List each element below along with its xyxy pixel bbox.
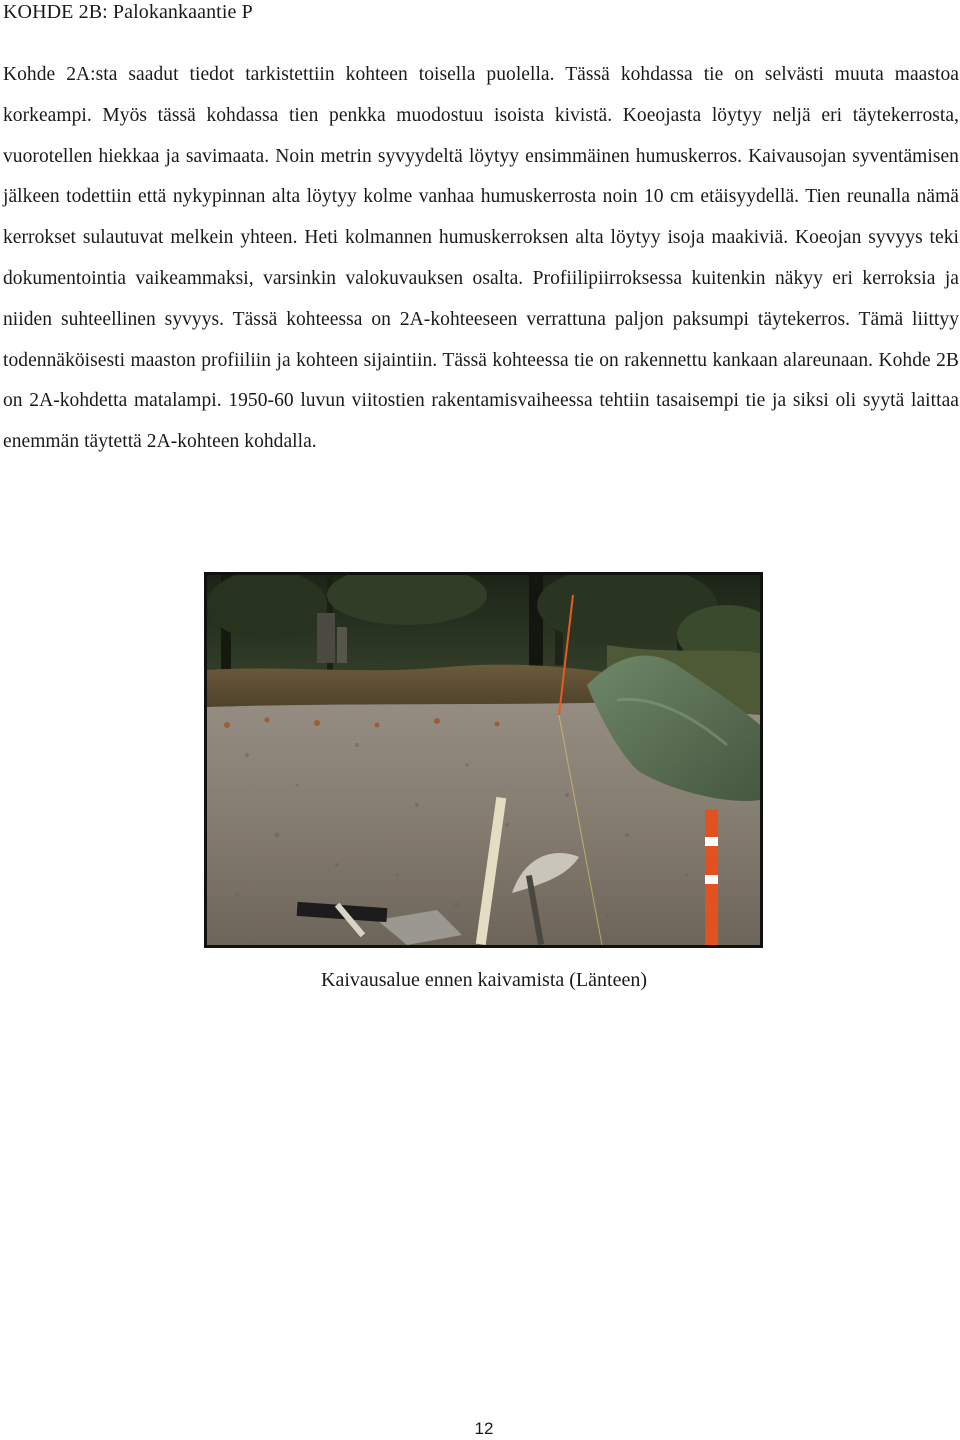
orange-marker-post	[705, 810, 718, 945]
site-photo-image	[207, 575, 760, 945]
page-number: 12	[474, 1419, 494, 1438]
figure-caption: Kaivausalue ennen kaivamista (Länteen)	[321, 969, 647, 991]
section-heading: KOHDE 2B: Palokankaantie P	[3, 1, 253, 23]
site-photo	[204, 572, 763, 948]
body-paragraph: Kohde 2A:sta saadut tiedot tarkistettiin kohteen toisella puolella. Tässä kohdassa tie on selvästi muuta maastoa korkeampi. Myös tässä kohdassa tien penkka muodostuu isoista kivistä. Koeojasta löytyy neljä eri täytekerrosta, vuorotellen hiekkaa ja savimaata. Noin metrin syvyydeltä löytyy ensimmäinen humuskerros. Kaivausojan syventämisen jälkeen todettiin että nykypinnan alta löytyy kolme vanhaa humuskerrosta noin 10 cm etäisyydellä. Tien reunalla nämä kerrokset sulautuvat melkein yhteen. Heti kolmannen humuskerroksen alta löytyy isoja maakiviä. Koeojan syvyys teki dokumentointia vaikeammaksi, varsinkin valokuvauksen osalta. Profiilipiirroksessa kuitenkin näkyy eri kerroksia ja niiden suhteellinen syvyys. Tässä kohteessa on 2A-kohteeseen verrattuna paljon paksumpi täytekerros. Tämä liittyy todennäköisesti maaston profiiliin ja kohteen sijaintiin. Tässä kohteessa tie on rakennettu kankaan alareunaan. Kohde 2B on 2A-kohdetta matalampi. 1950-60 luvun viitostien rakentamisvaiheessa tehtiin tasaisempi tie ja siksi oli syytä laittaa enemmän täytettä 2A-kohteen kohdalla.	[3, 64, 959, 453]
